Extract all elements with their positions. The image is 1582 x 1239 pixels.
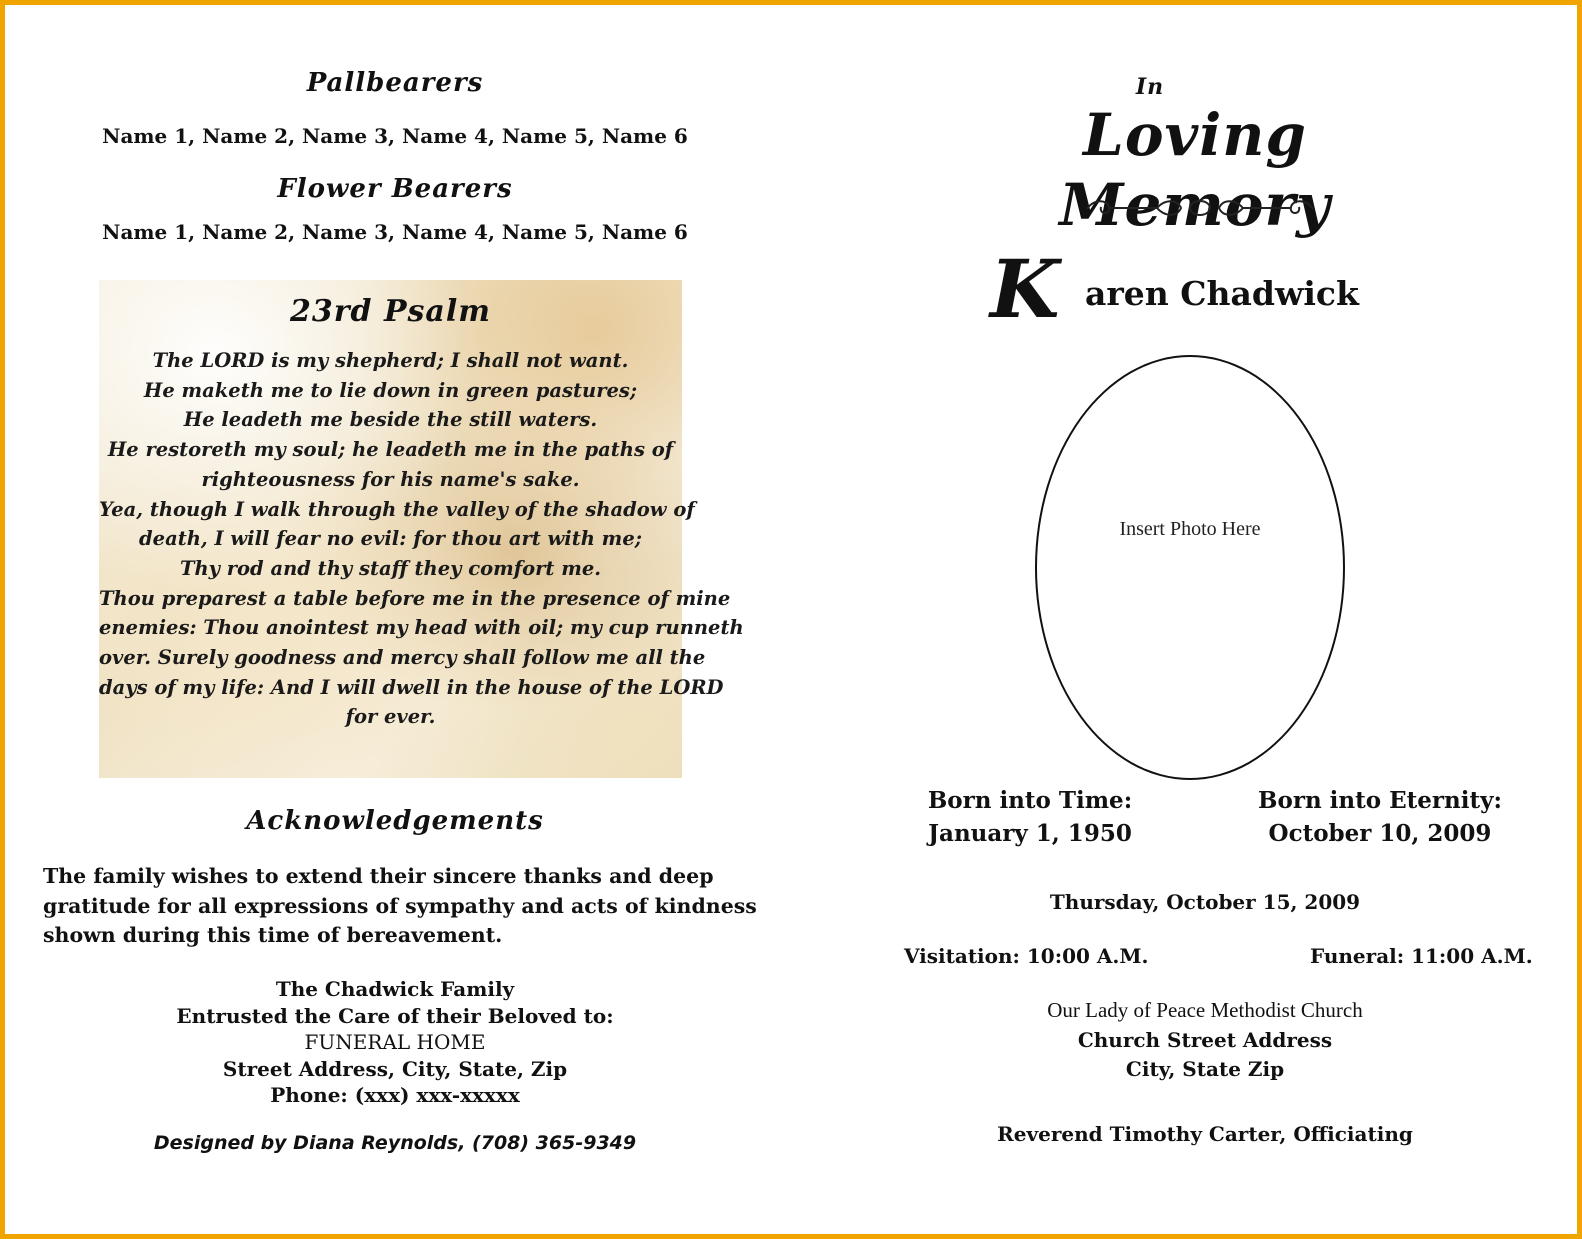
- psalm-line: righteousness for his name's sake.: [201, 467, 580, 491]
- acknowledgements-line: shown during this time of bereavement.: [43, 923, 503, 947]
- born-label: Born into Time:: [927, 787, 1133, 814]
- visitation-time: Visitation: 10:00 A.M.: [904, 944, 1149, 968]
- family-name: The Chadwick Family: [275, 977, 515, 1001]
- psalm-line: Thy rod and thy staff they comfort me.: [179, 556, 602, 580]
- death-block: [1230, 784, 1530, 850]
- acknowledgements-heading: Acknowledgements: [246, 806, 544, 836]
- psalm-line: Yea, though I walk through the valley of the shadow of: [99, 497, 695, 521]
- funeral-home-name: FUNERAL HOME: [304, 1030, 486, 1054]
- psalm-line: over. Surely goodness and mercy shall follow me all the: [99, 646, 706, 670]
- psalm-line: for ever.: [345, 705, 436, 729]
- name-rest: aren Chadwick: [1085, 274, 1359, 313]
- psalm-line: He restoreth my soul; he leadeth me in the paths of: [107, 438, 674, 462]
- funeral-time: Funeral: 11:00 A.M.: [1310, 944, 1533, 968]
- acknowledgements-line: The family wishes to extend their sincere thanks and deep: [43, 864, 714, 888]
- church-street: Church Street Address: [1077, 1028, 1333, 1052]
- psalm-line: He leadeth me beside the still waters.: [183, 408, 598, 432]
- service-date: Thursday, October 15, 2009: [1049, 890, 1361, 914]
- family-block: [60, 976, 730, 1109]
- psalm-line: Thou preparest a table before me in the presence of mine: [99, 586, 731, 610]
- psalm-title: 23rd Psalm: [289, 294, 491, 329]
- psalm-line: days of my life: And I will dwell in the house of the LORD: [99, 675, 724, 699]
- scroll-ornament-icon: [1085, 195, 1315, 221]
- psalm-panel: [99, 280, 744, 778]
- psalm-line: death, I will fear no evil: for thou art with me;: [139, 527, 642, 551]
- psalm-text: [99, 346, 744, 732]
- psalm-line: enemies: Thou anointest my head with oil; my cup runneth: [99, 616, 744, 640]
- pallbearers-names: Name 1, Name 2, Name 3, Name 4, Name 5, Name 6: [102, 124, 688, 148]
- psalm-line: The LORD is my shepherd; I shall not want.: [152, 349, 629, 372]
- funeral-home-phone: Phone: (xxx) xxx-xxxxx: [270, 1083, 520, 1107]
- born-date: January 1, 1950: [928, 820, 1132, 847]
- funeral-home-address: Street Address, City, State, Zip: [222, 1056, 568, 1081]
- church-name: Our Lady of Peace Methodist Church: [1047, 998, 1363, 1022]
- in-label: In: [1135, 74, 1165, 100]
- acknowledgements-text: [43, 862, 757, 951]
- died-date: October 10, 2009: [1268, 820, 1492, 847]
- church-city: City, State Zip: [1125, 1057, 1285, 1081]
- birth-block: [900, 784, 1160, 850]
- loving-memory-title: Loving Memory: [1059, 101, 1331, 239]
- entrusted-line: Entrusted the Care of their Beloved to:: [176, 1003, 614, 1028]
- officiant: Reverend Timothy Carter, Officiating: [997, 1122, 1413, 1146]
- designer-credit: Designed by Diana Reynolds, (708) 365-9349: [153, 1132, 637, 1154]
- flower-bearers-heading: Flower Bearers: [277, 174, 513, 204]
- name-initial: K: [990, 242, 1061, 336]
- church-address: [960, 1026, 1450, 1084]
- photo-placeholder-label: Insert Photo Here: [1119, 518, 1261, 540]
- photo-frame: [1035, 355, 1345, 780]
- died-label: Born into Eternity:: [1258, 787, 1502, 814]
- acknowledgements-line: gratitude for all expressions of sympathy and acts of kindness: [43, 893, 757, 918]
- flower-bearers-names: Name 1, Name 2, Name 3, Name 4, Name 5, Name 6: [102, 220, 688, 244]
- pallbearers-heading: Pallbearers: [306, 68, 484, 98]
- psalm-line: He maketh me to lie down in green pastures;: [143, 378, 638, 402]
- decedent-name: [990, 244, 1410, 334]
